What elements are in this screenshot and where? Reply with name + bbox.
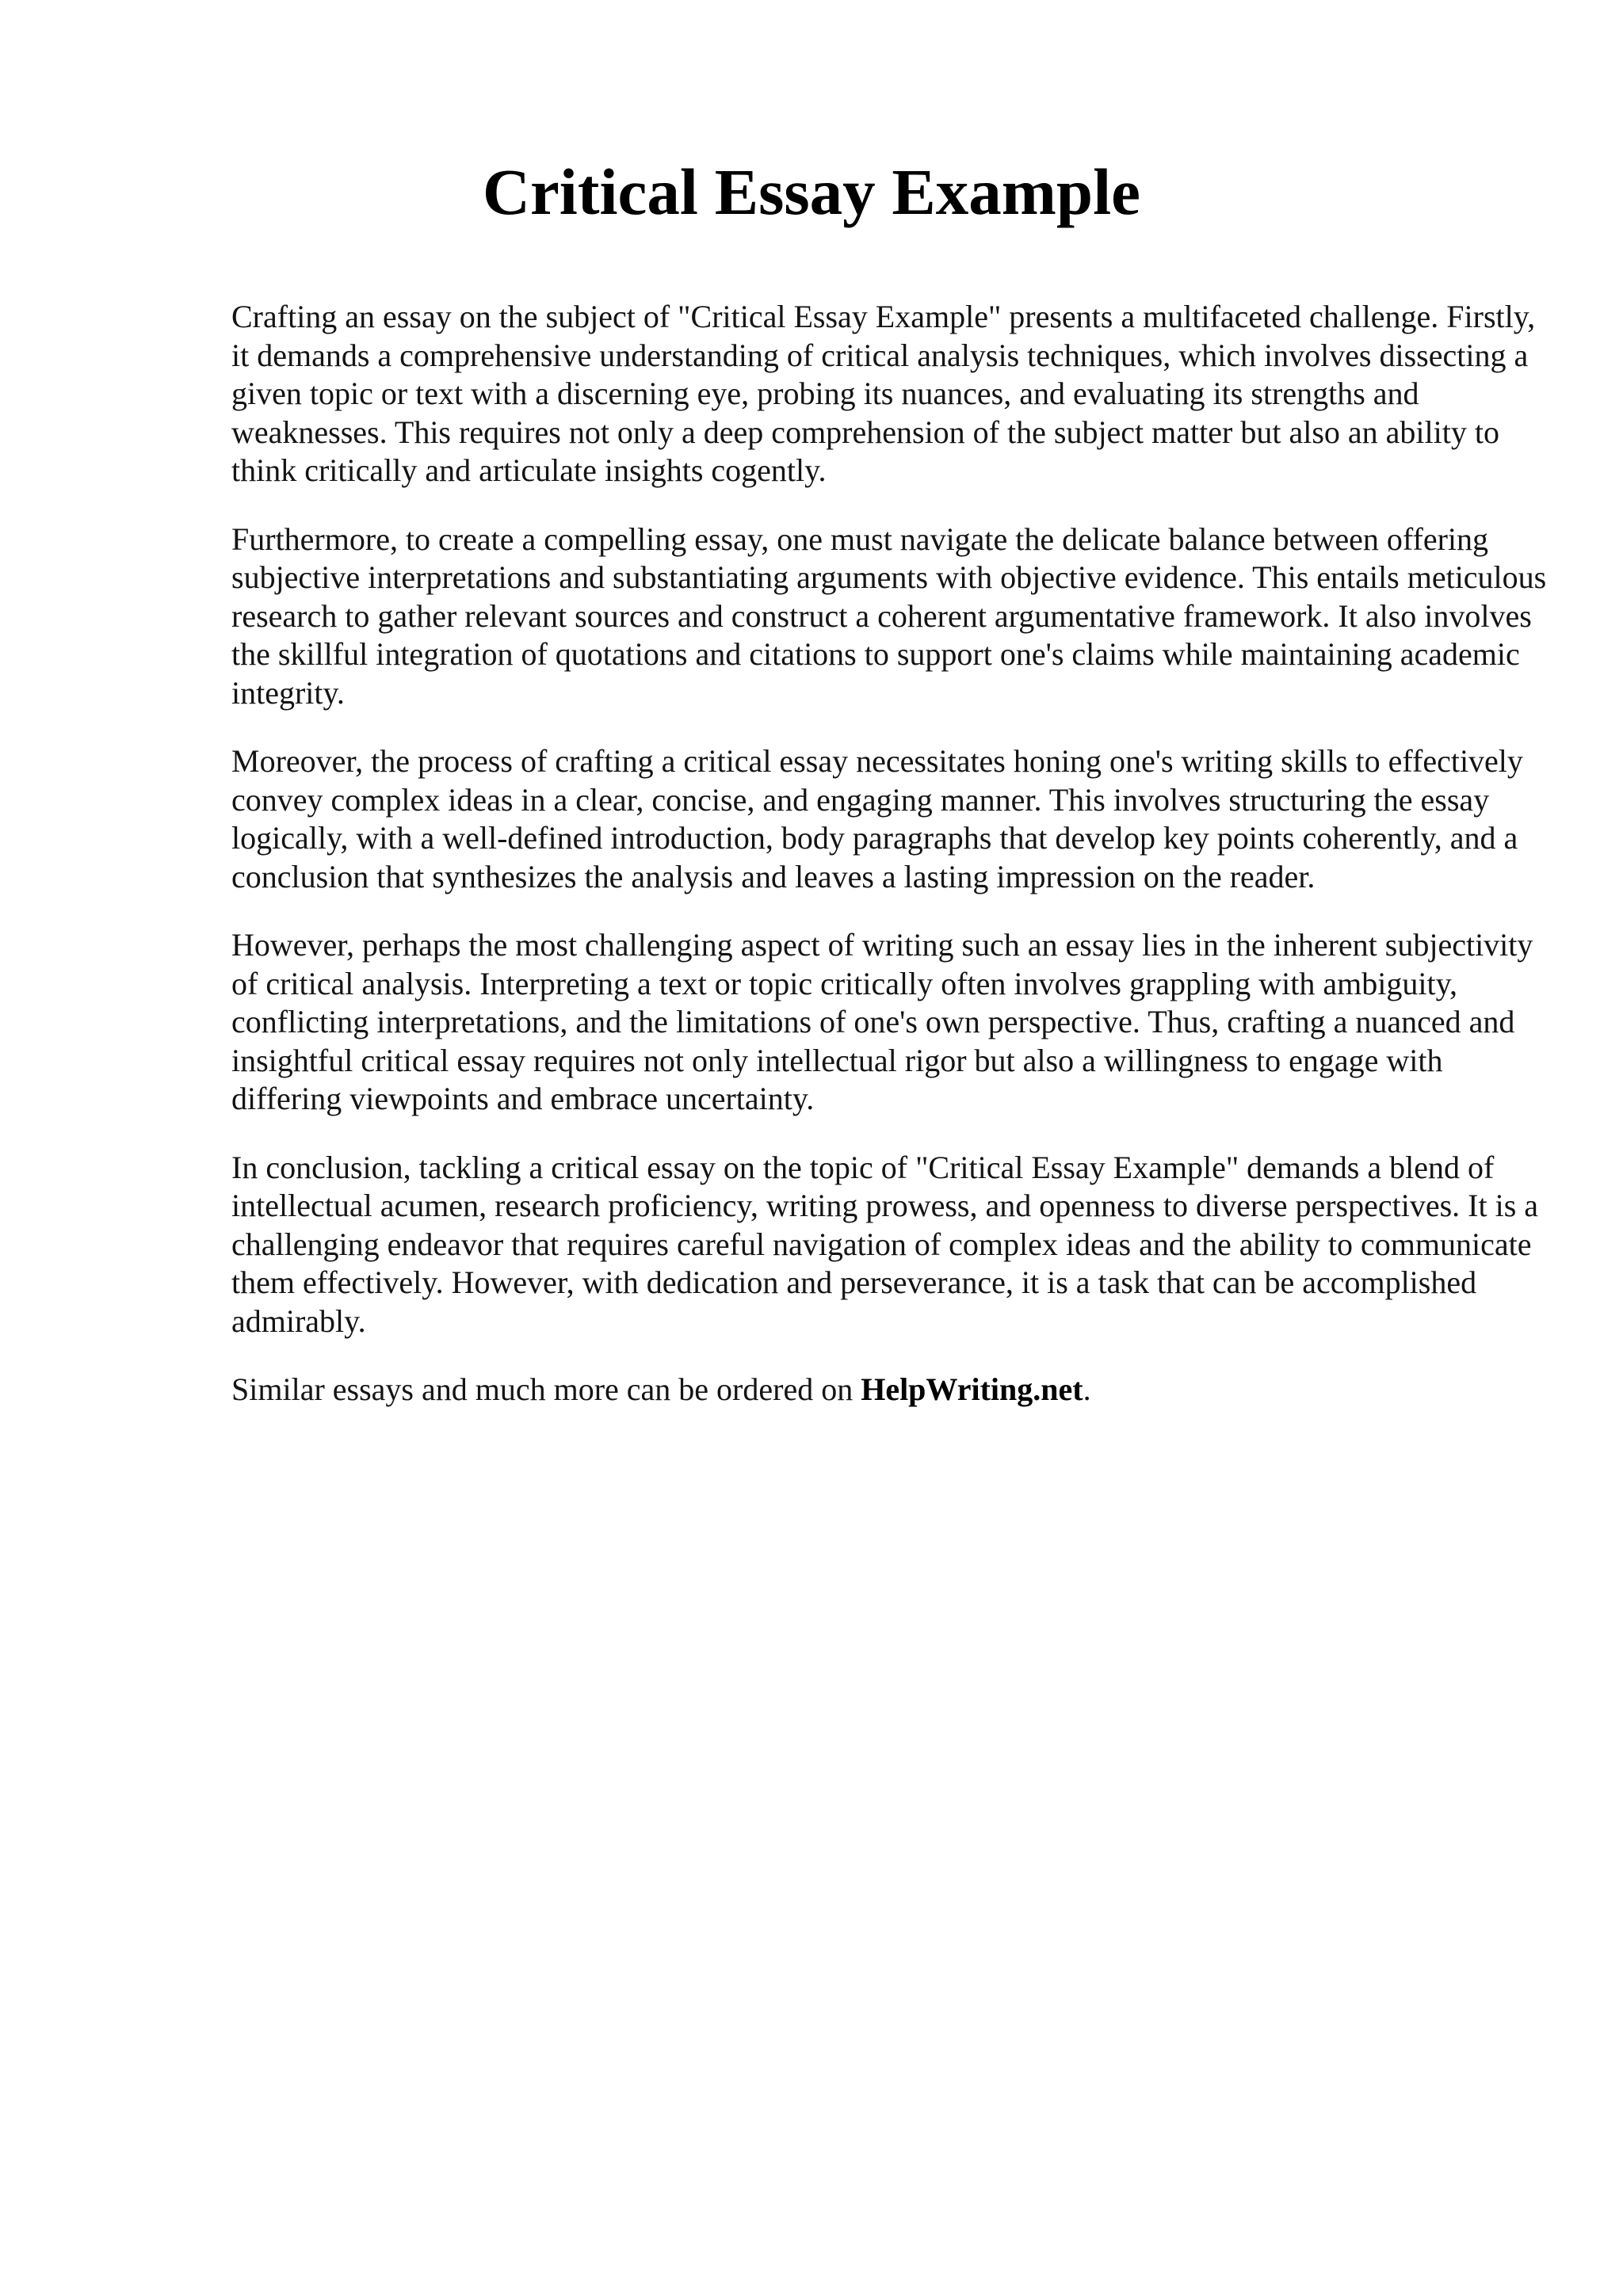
footer-line (231, 1371, 1547, 1409)
paragraph-5: In conclusion, tackling a critical essay on the topic of "Critical Essay Example" demands a blend of intellectual acumen, research proficiency, writing prowess, and openness to diverse perspectives. It is a challenging endeavor that requires careful navigation of complex ideas and the ability to communicate them effectively. However, with dedication and perseverance, it is a task that can be accomplished admirably. (231, 1149, 1539, 1339)
footer-suffix: . (1083, 1371, 1091, 1407)
brand-link[interactable]: HelpWriting.net (861, 1371, 1083, 1407)
essay-body (231, 298, 1547, 1409)
paragraph-1: Crafting an essay on the subject of "Critical Essay Example" presents a multifaceted challenge. Firstly, it demands a comprehensive understanding of critical analysis techniques, which involves dissecting a given topic or text with a discerning eye, probing its nuances, and evaluating its strengths and weaknesses. This requires not only a deep comprehension of the subject matter but also an ability to think critically and articulate insights cogently. (231, 299, 1536, 488)
document-title: Critical Essay Example (483, 155, 1140, 228)
footer-prefix: Similar essays and much more can be ordered on (231, 1371, 854, 1407)
paragraph-4: However, perhaps the most challenging aspect of writing such an essay lies in the inherent subjectivity of critical analysis. Interpreting a text or topic critically often involves grappling with ambiguity, conflicting interpretations, and the limitations of one's own perspective. Thus, crafting a nuanced and insightful critical essay requires not only intellectual rigor but also a willingness to engage with differing viewpoints and embrace uncertainty. (231, 927, 1533, 1116)
paragraph-3: Moreover, the process of crafting a critical essay necessitates honing one's writing skills to effectively convey complex ideas in a clear, concise, and engaging manner. This involves structuring the essay logically, with a well-defined introduction, body paragraphs that develop key points coherently, and a conclusion that synthesizes the analysis and leaves a lasting impression on the reader. (231, 743, 1523, 894)
paragraph-2: Furthermore, to create a compelling essay, one must navigate the delicate balance between offering subjective interpretations and substantiating arguments with objective evidence. This entails meticulous research to gather relevant sources and construct a coherent argumentative framework. It also involves the skillful integration of quotations and citations to support one's claims while maintaining academic integrity. (231, 521, 1547, 711)
